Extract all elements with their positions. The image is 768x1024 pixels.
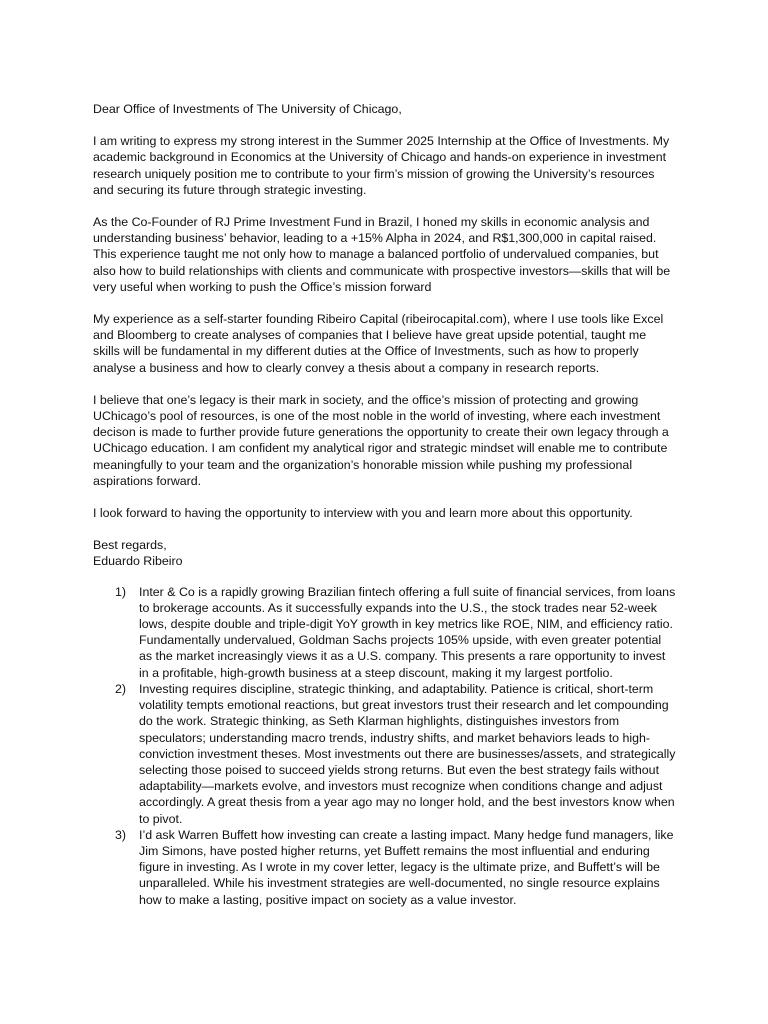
list-item — [93, 584, 676, 681]
letter-paragraph-cofounder: As the Co-Founder of RJ Prime Investment Fund in Brazil, I honed my skills in economic analysis and understanding business’ behavior, leading to a +15% Alpha in 2024, and R$1,300,000 in capital raised. This experience taught me not only how to manage a balanced portfolio of undervalued companies, but also how to build relationships with clients and communicate with prospective investors—skills that will be very useful when working to push the Office’s mission forward — [93, 215, 671, 294]
letter-closing: Best regards, — [93, 538, 167, 553]
letter-signoff — [93, 537, 676, 569]
letter-paragraph-closing-line: I look forward to having the opportunity to interview with you and learn more about this opportunity. — [93, 506, 633, 521]
list-item-number: 1) — [115, 584, 127, 599]
list-item-number: 2) — [115, 681, 127, 696]
list-item-text: Inter & Co is a rapidly growing Brazilian fintech offering a full suite of financial services, from loans to brokerage accounts. As it successfully expands into the U.S., the stock trades near 52-week lows, despite double and triple-digit YoY growth in key metrics like ROE, NIM, and efficiency ratio. Fundamentally undervalued, Goldman Sachs projects 105% upside, with even greater potential as the market increasingly views it as a U.S. company. This presents a rare opportunity to invest in a profitable, high-growth business at a steep discount, making it my largest portfolio. — [139, 584, 676, 680]
letter-greeting: Dear Office of Investments of The University of Chicago, — [93, 102, 402, 116]
letter-paragraph-ribeiro-capital: My experience as a self-starter founding Ribeiro Capital (ribeirocapital.com), where I use tools like Excel and Bloomberg to create analyses of companies that I believe have great upside potential, taught me skills will be fundamental in my different duties at the Office of Investments, such as how to properly analyse a business and how to clearly convey a thesis about a company in research reports. — [93, 312, 664, 375]
letter-signature: Eduardo Ribeiro — [93, 554, 183, 569]
document-page — [93, 101, 676, 908]
answers-list — [93, 584, 676, 908]
list-item-number: 3) — [115, 827, 127, 842]
list-item-text: Investing requires discipline, strategic thinking, and adaptability. Patience is critical, short-term volatility tempts emotional reactions, but great investors trust their research and let compounding do the work. Strategic thinking, as Seth Klarman highlights, distinguishes investors from speculators; understanding macro trends, industry shifts, and market behaviors leads to high-conviction investment theses. Most investments out there are businesses/assets, and strategically selecting those poised to succeed yields strong returns. But even the best strategy fails without adaptability—markets evolve, and investors must recognize when conditions change and adjust accordingly. A great thesis from a year ago may no longer hold, and the best investors know when to pivot. — [139, 681, 676, 826]
letter-paragraph-interest: I am writing to express my strong interest in the Summer 2025 Internship at the Office of Investments. My academic background in Economics at the University of Chicago and hands-on experience in investment research uniquely position me to contribute to your firm’s mission of growing the University’s resources and securing its future through strategic investing. — [93, 134, 670, 197]
letter-paragraph-legacy: I believe that one’s legacy is their mark in society, and the office’s mission of protecting and growing UChicago’s pool of resources, is one of the most noble in the world of investing, where each investment decison is made to further provide future generations the opportunity to create their own legacy through a UChicago education. I am confident my analytical rigor and strategic mindset will enable me to contribute meaningfully to your team and the organization’s honorable mission while pushing my professional aspirations forward. — [93, 392, 669, 488]
list-item-text: I’d ask Warren Buffett how investing can create a lasting impact. Many hedge fund managers, like Jim Simons, have posted higher returns, yet Buffett remains the most influential and enduring figure in investing. As I wrote in my cover letter, legacy is the ultimate prize, and Buffett’s will be unparalleled. While his investment strategies are well-documented, no single resource explains how to make a lasting, positive impact on society as a value investor. — [139, 827, 674, 907]
list-item — [93, 681, 676, 827]
list-item — [93, 827, 676, 908]
